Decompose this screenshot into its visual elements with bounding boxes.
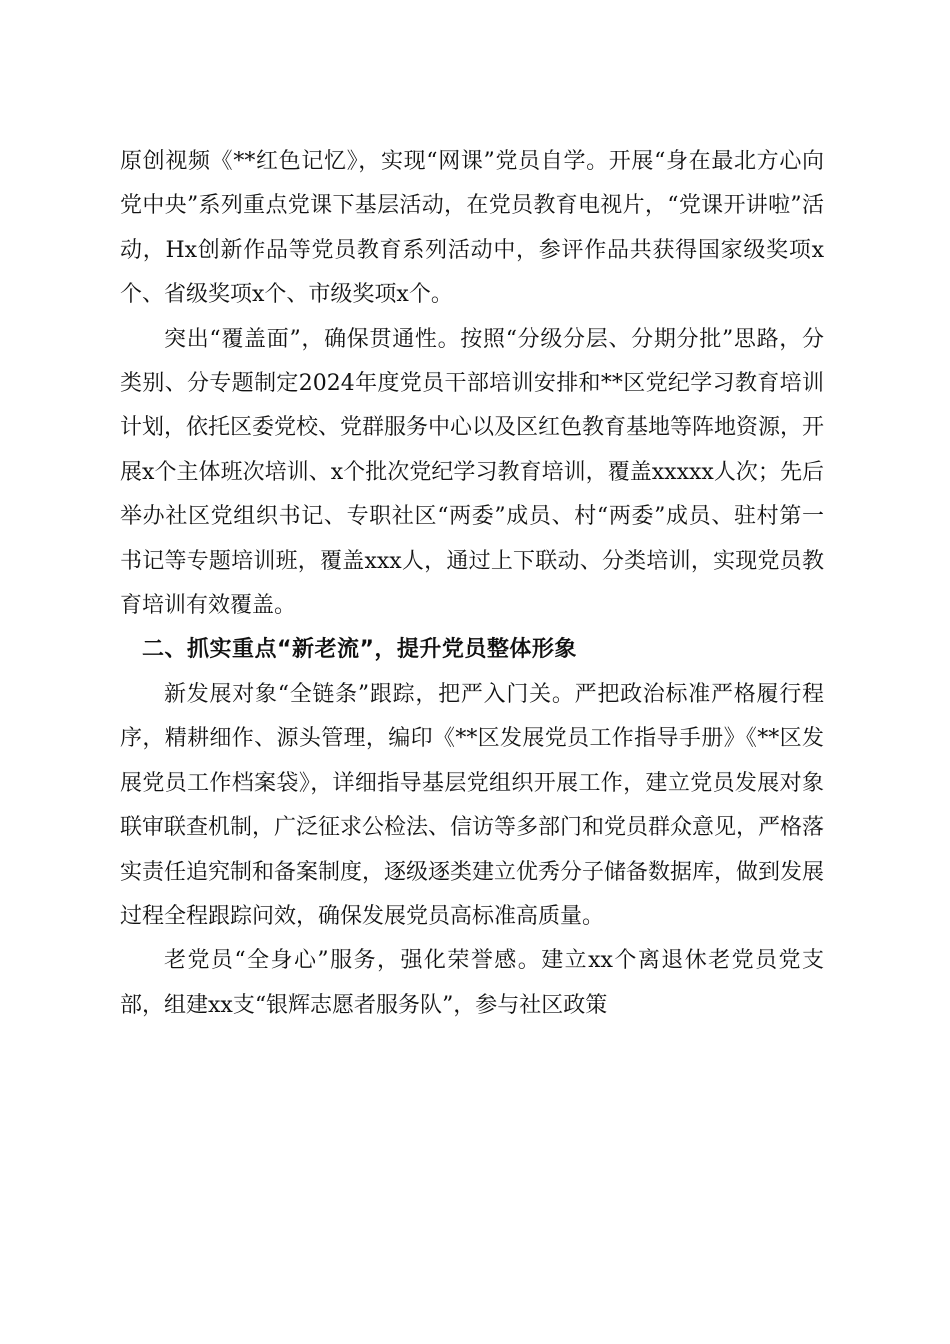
- paragraph-old-members: 老党员“全身心”服务，强化荣誉感。建立xx个离退休老党员党支部，组建xx支“银辉志愿者服务队”，参与社区政策: [120, 948, 824, 1018]
- document-body: [120, 140, 824, 1028]
- paragraph-continuation: 原创视频《**红色记忆》，实现“网课”党员自学。开展“身在最北方心向党中央”系列重点党课下基层活动，在党员教育电视片，“党课开讲啦”活动，Hx创新作品等党员教育系列活动中，参评作品共获得国家级奖项x个、省级奖项x个、市级奖项x个。: [120, 149, 824, 308]
- paragraph-new-members: 新发展对象“全链条”跟踪，把严入门关。严把政治标准严格履行程序，精耕细作、源头管理，编印《**区发展党员工作指导手册》《**区发展党员工作档案袋》，详细指导基层党组织开展工作，建立党员发展对象联审联查机制，广泛征求公检法、信访等多部门和党员群众意见，严格落实责任追究制和备案制度，逐级逐类建立优秀分子储备数据库，做到发展过程全程跟踪问效，确保发展党员高标准高质量。: [120, 681, 825, 929]
- paragraph-coverage: 突出“覆盖面”，确保贯通性。按照“分级分层、分期分批”思路，分类别、分专题制定2024年度党员干部培训安排和**区党纪学习教育培训计划，依托区委党校、党群服务中心以及区红色教育基地等阵地资源，开展x个主体班次培训、x个批次党纪学习教育培训，覆盖xxxxx人次；先后举办社区党组织书记、专职社区“两委”成员、村“两委”成员、驻村第一书记等专题培训班，覆盖xxx人，通过上下联动、分类培训，实现党员教育培训有效覆盖。: [120, 326, 825, 619]
- section-heading: 二、抓实重点“新老流”，提升党员整体形象: [142, 637, 577, 663]
